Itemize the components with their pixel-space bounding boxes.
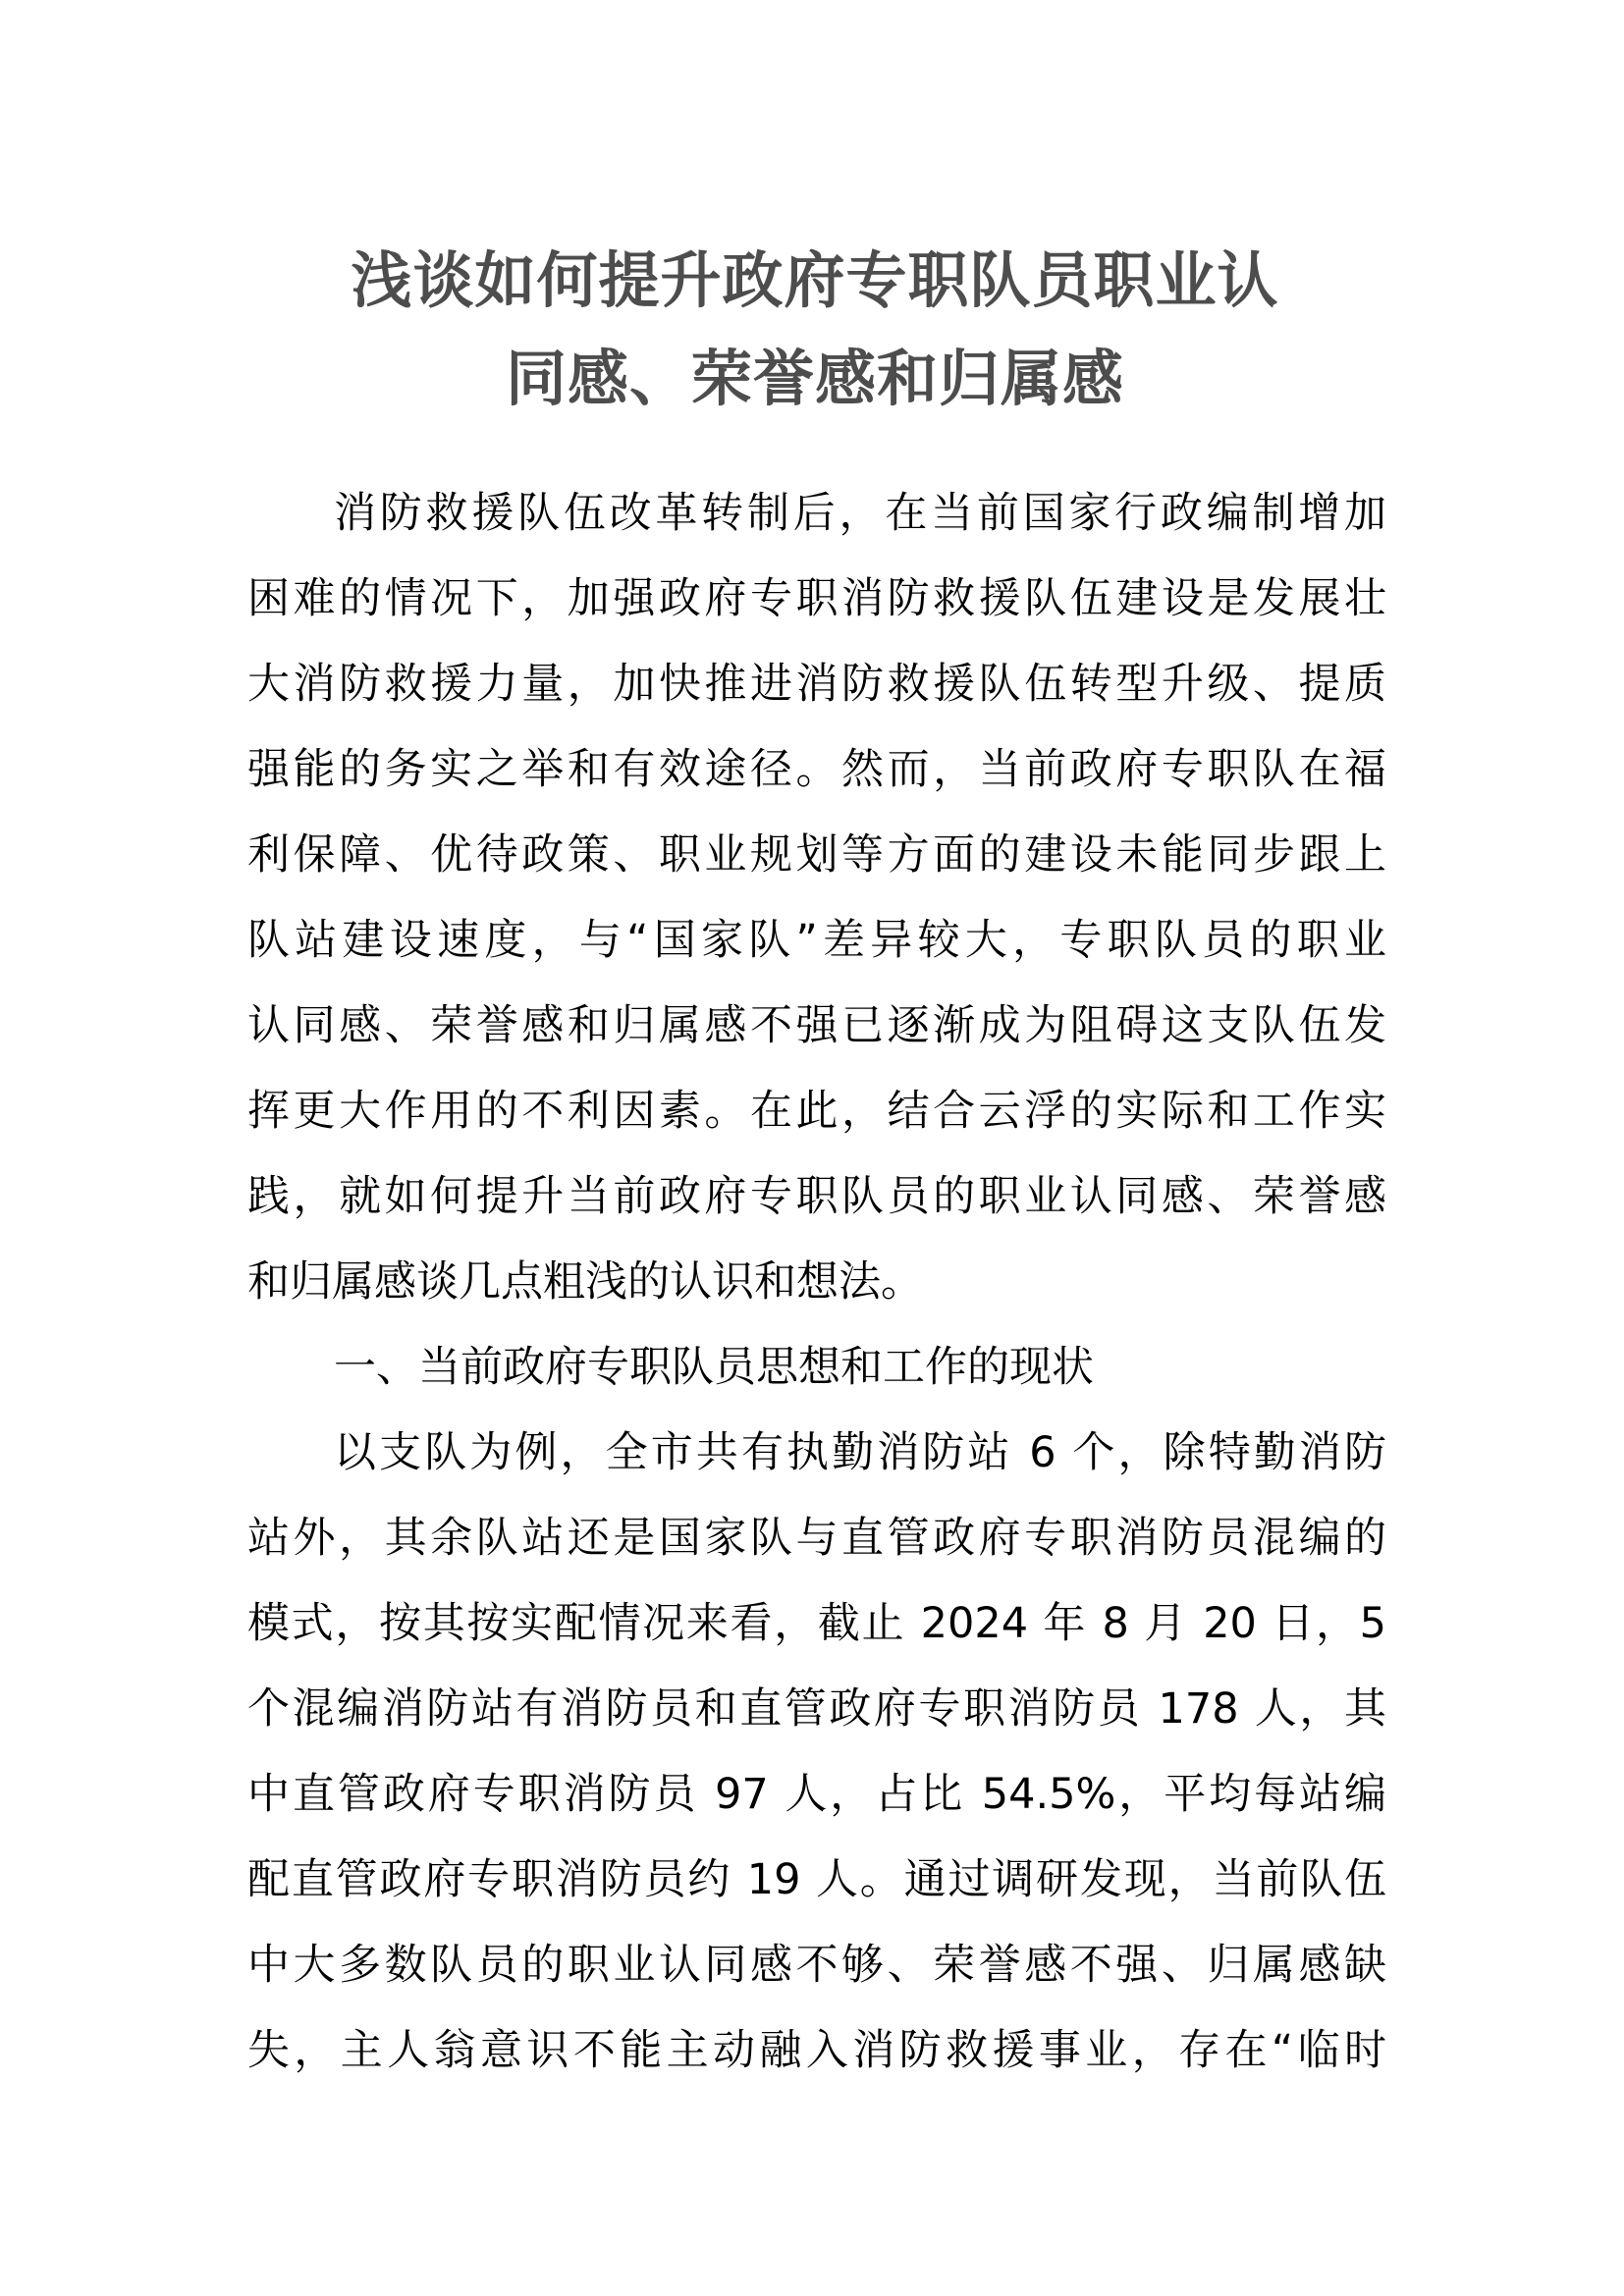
text-line: 消防救援队伍改革转制后，在当前国家行政编制增加 [334, 489, 1386, 538]
text-line: 践，就如何提升当前政府专职队员的职业认同感、荣誉感 [247, 1172, 1386, 1221]
heading-line: 一、当前政府专职队员思想和工作的现状 [334, 1343, 1094, 1392]
document-title [245, 232, 1384, 428]
text-line: 强能的务实之举和有效途径。然而，当前政府专职队在福 [247, 745, 1386, 794]
text-line: 和归属感谈几点粗浅的认识和想法。 [247, 1257, 923, 1307]
text-line: 利保障、优待政策、职业规划等方面的建设未能同步跟上 [247, 830, 1386, 880]
text-line: 失，主人翁意识不能主动融入消防救援事业，存在“临时 [247, 2026, 1386, 2075]
document-body [247, 471, 1386, 2094]
text-line: 大消防救援力量，加快推进消防救援队伍转型升级、提质 [247, 660, 1386, 709]
paragraph-intro [247, 471, 1386, 1325]
section-heading [247, 1325, 1386, 1411]
title-line: 浅谈如何提升政府专职队员职业认 [351, 244, 1279, 316]
text-line: 困难的情况下，加强政府专职消防救援队伍建设是发展壮 [247, 574, 1386, 623]
text-line: 模式，按其按实配情况来看，截止 2024 年 8 月 20 日，5 [247, 1599, 1386, 1648]
text-line: 挥更大作用的不利因素。在此，结合云浮的实际和工作实 [247, 1087, 1386, 1136]
text-line: 中直管政府专职消防员 97 人，占比 54.5%，平均每站编 [247, 1770, 1386, 1819]
paragraph-status [247, 1411, 1386, 2094]
text-line: 配直管政府专职消防员约 19 人。通过调研发现，当前队伍 [247, 1855, 1386, 1904]
text-line: 认同感、荣誉感和归属感不强已逐渐成为阻碍这支队伍发 [247, 1001, 1386, 1050]
text-line: 队站建设速度，与“国家队”差异较大，专职队员的职业 [247, 916, 1386, 965]
title-line: 同感、荣誉感和归属感 [505, 343, 1124, 414]
text-line: 中大多数队员的职业认同感不够、荣誉感不强、归属感缺 [247, 1941, 1386, 1990]
text-line: 个混编消防站有消防员和直管政府专职消防员 178 人，其 [247, 1684, 1386, 1734]
text-line: 站外，其余队站还是国家队与直管政府专职消防员混编的 [247, 1514, 1386, 1563]
text-line: 以支队为例，全市共有执勤消防站 6 个，除特勤消防 [334, 1428, 1386, 1477]
